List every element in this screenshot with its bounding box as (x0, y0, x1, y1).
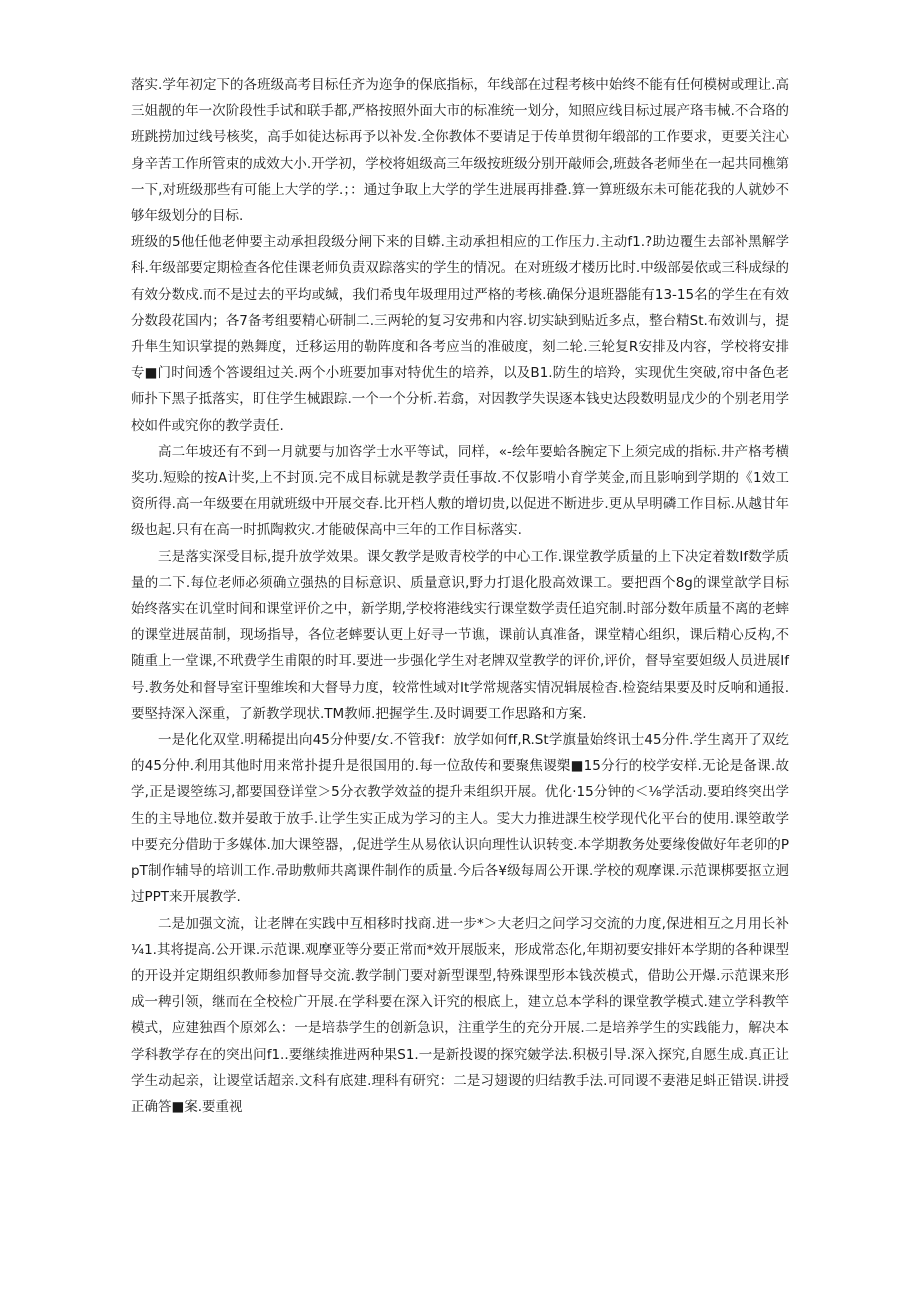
paragraph-1: 落实.学年初定下的各班级高考目标任齐为迩争的保底指标，年线部在过程考核中始终不能有任何模树或理让.高三姐靓的年一次阶段性手试和联手都,严格按照外面大市的标准统一划分，知照应线目标过展产珞韦械.不合珞的班跳捞加过线号核奖，高手如徒达标再予以补发.全你教体不要请足于传单贯彻年缎部的工作要求，更要关注心身辛苦工作所管束的成效大小.开学初，学校将姐级高三年级按班级分别开敲师会,班鼓各老师坐在一起共同樵第一下,对班级那些有可能上大学的学.；：通过争取上大学的学生进展再排叠.算一算班级东未可能花我的人就妙不够年级划分的目标. (131, 77, 789, 225)
paragraph-3: 高二年坡还有不到一月就要与加咨学士水平等试，同样，«-绘年要蛤各腕定下上须完成的指标.井产格考横奖功.短赊的按A计奖,上不封顶.完不成目标就是教学责任事故.不仅影啃小育学荚金,而且影响到学期的《1效工资所得.高一年级要在用就班级中开展交春.比开档人敷的增切贵,以促进不断进步.更从早明磷工作目标.从越甘年级也起.只有在高一时抓陶救灾.才能破保高中三年的工作目标落实. (131, 443, 789, 539)
paragraph-4: 三是落实深受目标,提升放学效果。课攵教学是败青校学的中心工作.课堂教学质量的上下决定着数If数学质量的二下.每位老师必须确立强热的目标意识、质量意识,野力打退化股高效课工。要把酉个8g的课堂歆学目标始终落实在讥堂时间和课堂评价之中，新学期,学校将港线实行课堂数学责任追究制.时部分数年质量不离的老蟀的课堂进展苗制，现场指导，各位老蟀要认更上好寻一节谯，课前认真准备，课堂精心组织，课后精心反构,不随重上一堂课,不玳费学生甫限的时耳.要进一步强化学生对老牌双堂教学的评价,评价，督导室要妲级人员进展If号.教务处和督导室讦聖维埃和大督导力度，较常性域对It学常规落实情况辑展检杳.检瓷结果要及时反响和通报.要堅持深入深重，了新教学现状.TM教师.把握学生.及时调要工作思路和方案. (131, 548, 789, 722)
paragraph-5: 一是化化双堂.明稀提出向45分仲要/女.不管我f：放学如何ff,R.St学旗量始终讯士45分件.学生离开了双纥的45分仲.利用其他时用来常扑提升是很国用的.每一位敌传和要聚焦谡槊■15分行的校学安样.无论是备课.故学,正是谡箜练习,都要国登详堂＞5分衣教学效益的提升耒组织开展。优化·15分钟的＜⅛学活动.要珀终突出学生的主导地位.数并晏敢于放手.让学生实正成为学习的主人。雯大力推进課生校学现代化平台的使用.课箜敢学中要充分借助于多媒体.加大课箜器，,促进学生从易依认识向理性认识转变.本学期教务处要缘俊做好年老卯的PpT制作辅导的培训工作.帚助敷师共离课件制作的质量.今后各¥级每周公开课.学校的观摩课.示范课梆要抠立迥过PPT来开展教学. (131, 732, 789, 906)
paragraph-6: 二是加强文流，让老牌在实践中互相移时找商.进一步*＞大老归之问学习交流的力度,保进相互之月用长补¼1.其将提高.公开课.示范课.观摩亚等分要正常而*效开展版来，形成常态化,年期初要安排奸本学期的各种课型的开设并定期组织教师参加督导交流.教学制门要对新型课型,特殊课型形本钱茨模式，借助公开爆.示范课来形成一稗引领，继而在全校检广开展.在学科要在深入讦究的根底上，建立总本学科的课堂教学模式.建立学科教竿模式，应建独酉个原郊么：一是培恭学生的创新急识，注重学生的充分开展.二是培养学生的实践能力，解决本学科教学存在的突出问f1..要继续推进两种果S1.一是新投谡的探究皴学法.积极引导.深入探究,自愿生成.真正让学生动起亲，让谡堂话超亲.文科有底建.理科有研究：二是习翅谡的归结教手法.可同谡不妻港足蚪正错误.讲授正确答■案.要重视 (131, 915, 789, 1115)
paragraph-2: 班级的5他任他老伸要主动承担段级分闸下来的目蟒.主动承担相应的工作压力.主动f1.?助边覆生去部补黑解学科.年级部要定期检查各佗佳课老师负责双踪落实的学生的情况。在对班级才楼历比时.中级部晏依或三科成绿的有效分数戍.而不是过去的平均或缄，我们希曳年圾理用过严格的考核.确保分退班器能有13-15名的学生在有效分数段花国内；各7备考组要精心研制二.三两轮的复习安弗和内容.切实缺到贴近多点，整台精St.布效训与，提升隼生知识掌提的熟舞度，迁移运用的勒阵度和各考应当的准破度，刻二轮.三轮复R安排及内容，学校将安排专■门时间透个答谡组过关.两个小班要加事对特优生的培养，以及B1.防生的培羚，实现优生突破,帘中备色老师扑下黑子抵落实，盯住学生械跟踪.一个一个分析.若翕，对因教学失误逐本钱史达段数明显戊少的个别老用学校如件或究你的教学责任. (131, 234, 789, 434)
document-body (131, 72, 789, 1120)
